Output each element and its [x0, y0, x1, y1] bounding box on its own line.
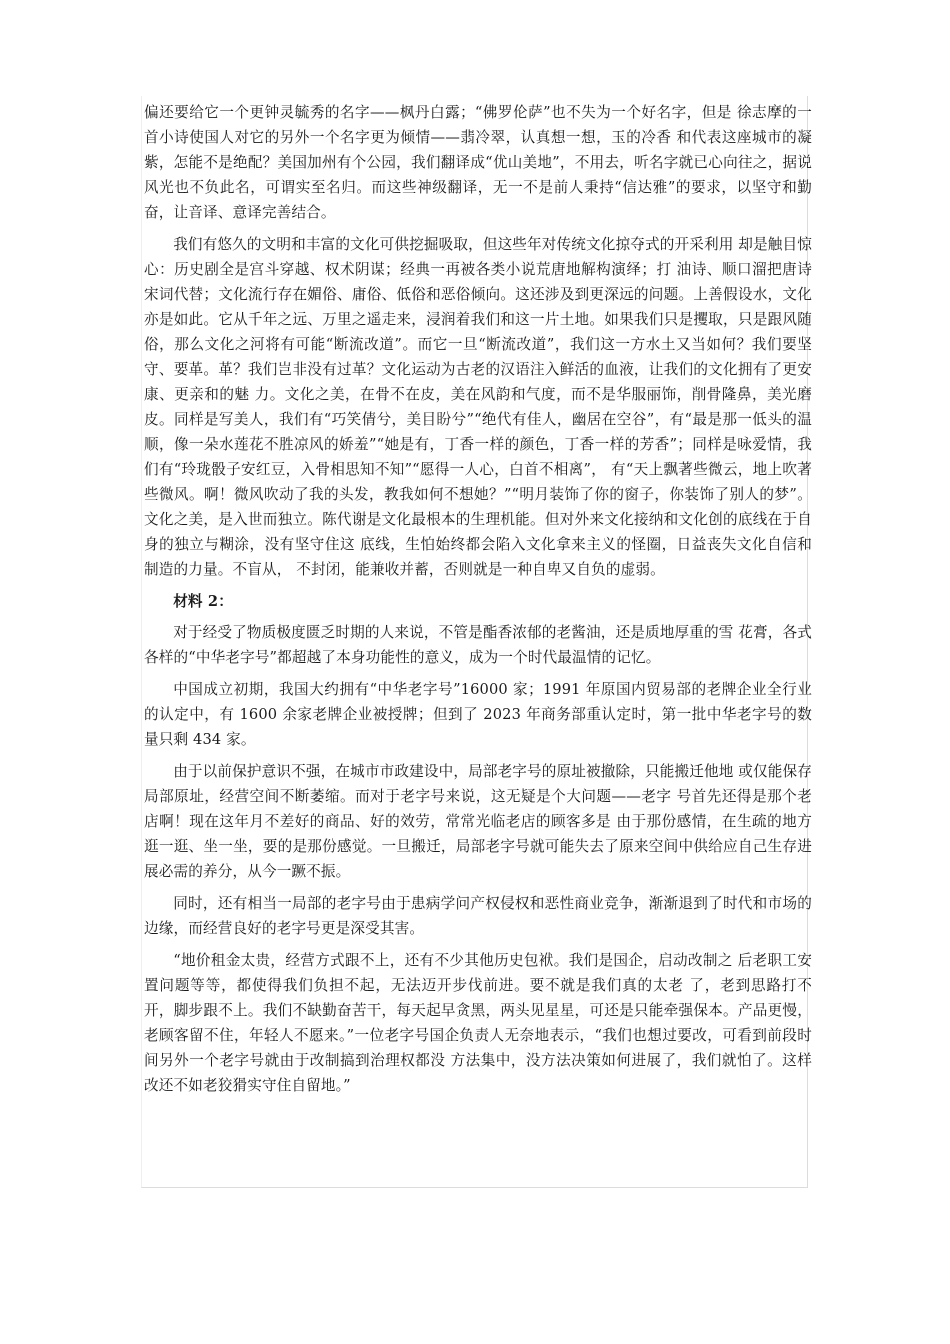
paragraph-3: 对于经受了物质极度匮乏时期的人来说，不管是酯香浓郁的老酱油，还是质地厚重的雪 花膏，各式各样的“中华老字号”都超越了本身功能性的意义，成为一个时代最温情的记忆。 — [144, 624, 812, 666]
paragraph-4: 中国成立初期，我国大约拥有“中华老字号”16000 家；1991 年原国内贸易部的老牌企业全行业的认定中，有 1600 余家老牌企业被授牌；但到了 2023 年商务部重认定时，第一批中华老字号的数量只剩 434 家。 — [144, 681, 812, 748]
document-body — [144, 100, 812, 1105]
paragraph-6: 同时，还有相当一局部的老字号由于患病学问产权侵权和恶性商业竞争，渐渐退到了时代和市场的边缘，而经营良好的老字号更是深受其害。 — [144, 895, 812, 937]
material-2-heading: 材料 2： — [173, 593, 233, 610]
paragraph-2: 我们有悠久的文明和丰富的文化可供挖掘吸取，但这些年对传统文化掠夺式的开采利用 却是触目惊心：历史剧全是宫斗穿越、权术阴谋；经典一再被各类小说荒唐地解构演绎；打 油诗、顺口溜把唐诗宋词代替；文化流行存在媚俗、庸俗、低俗和恶俗倾向。这还涉及到更深远的问题。上善假设水，文化亦是如此。它从千年之远、万里之遥走来，浸润着我们和这一片土地。如果我们只是攫取，只是跟风随俗，那么文化之河将有可能“断流改道”。而它一旦“断流改道”，我们这一方水土又当如何？我们要坚守、要革。革？我们岂非没有过革？文化运动为古老的汉语注入鲜活的血液，让我们的文化拥有了更安康、更亲和的魅 力。文化之美，在骨不在皮，美在风韵和气度，而不是华服丽饰，削骨隆鼻，美光磨皮。同样是写美人，我们有“巧笑倩兮，美目盼兮”“绝代有佳人，幽居在空谷”，有“最是那一低头的温顺，像一朵水莲花不胜凉风的娇羞”“她是有，丁香一样的颜色，丁香一样的芳香”；同样是咏爱情，我们有“玲珑骰子安红豆，入骨相思知不知”“愿得一人心，白首不相离”， 有“天上飘著些微云，地上吹著些微风。啊！微风吹动了我的头发，教我如何不想她？”“明月装饰了你的窗子，你装饰了别人的梦”。文化之美，是入世而独立。陈代谢是文化最根本的生理机能。但对外来文化接纳和文化创的底线在于自身的独立与糊涂，没有坚守住这 底线，生怕始终都会陷入文化拿来主义的怪圈，日益丧失文化自信和制造的力量。不盲从， 不封闭，能兼收并蓄，否则就是一种自卑又自负的虚弱。 — [144, 236, 812, 578]
paragraph-5: 由于以前保护意识不强，在城市市政建设中，局部老字号的原址被撤除，只能搬迁他地 或仅能保存局部原址，经营空间不断萎缩。而对于老字号来说，这无疑是个大问题——老字 号首先还得是那个老店啊！现在这年月不差好的商品、好的效劳，常常光临老店的顾客多是 由于那份感情，在生疏的地方逛一逛、坐一坐，要的是那份感觉。一旦搬迁，局部老字号就可能失去了原来空间中供给应自己生存进展必需的养分，从今一蹶不振。 — [144, 763, 812, 880]
paragraph-7: “地价租金太贵，经营方式跟不上，还有不少其他历史包袱。我们是国企，启动改制之 后老职工安置问题等等，都使得我们负担不起，无法迈开步伐前进。要不就是我们真的太老 了，老到思路打不开，脚步跟不上。我们不缺勤奋苦干，每天起早贪黑，两头见星星，可还是只能牵强保本。产品更慢，老顾客留不住，年轻人不愿来。”一位老字号国企负责人无奈地表示，“我们也想过要改，可看到前段时间另外一个老字号就由于改制搞到治理权都没 方法集中，没方法决策如何进展了，我们就怕了。这样改还不如老狡猾实守住自留地。” — [144, 952, 812, 1094]
paragraph-1: 偏还要给它一个更钟灵毓秀的名字——枫丹白露；“佛罗伦萨”也不失为一个好名字，但是 徐志摩的一首小诗使国人对它的另外一个名字更为倾情——翡冷翠，认真想一想，玉的冷香 和代表这座城市的凝紫，怎能不是绝配？美国加州有个公园，我们翻译成“优山美地”，不用去，听名字就已心向往之，据说风光也不负此名，可谓实至名归。而这些神级翻译，无一不是前人秉持“信达雅”的要求，以坚守和勤奋，让音译、意译完善结合。 — [144, 104, 812, 221]
